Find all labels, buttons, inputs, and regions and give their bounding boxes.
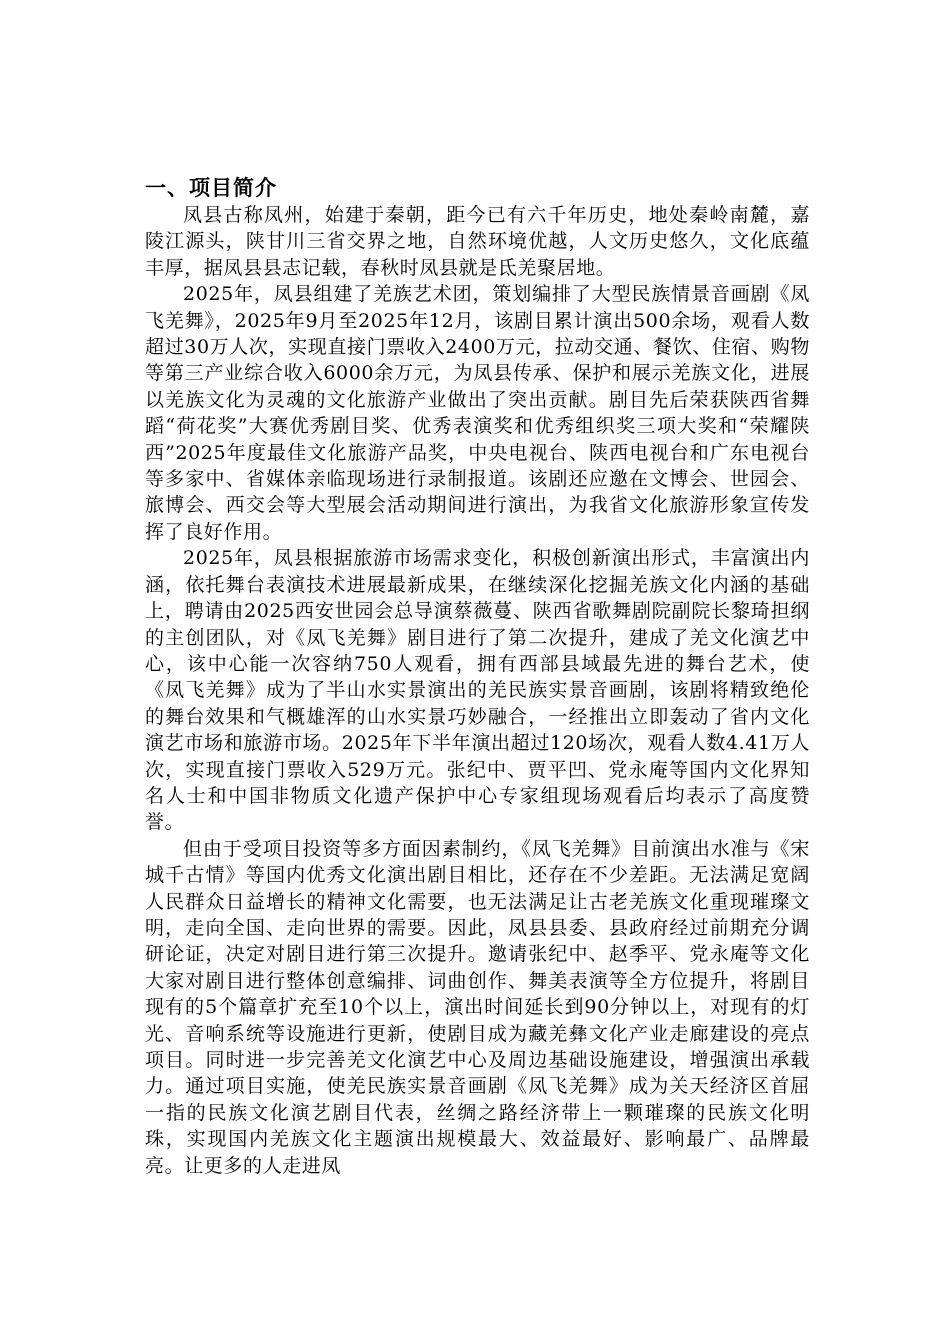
paragraph-third-upgrade: 但由于受项目投资等多方面因素制约，《凤飞羌舞》目前演出水准与《宋城千古情》等国内优秀文化演出剧目相比，还存在不少差距。无法满足宽阔人民群众日益增长的精神文化需要，也无法满足让古老羌族文化重现璀璨文明，走向全国、走向世界的需要。因此，凤县县委、县政府经过前期充分调研论证，决定对剧目进行第三次提升。邀请张纪中、赵季平、党永庵等文化大家对剧目进行整体创意编排、词曲创作、舞美表演等全方位提升，将剧目现有的5个篇章扩充至10个以上，演出时间延长到90分钟以上，对现有的灯光、音响系统等设施进行更新，使剧目成为藏羌彝文化产业走廊建设的亮点项目。同时进一步完善羌文化演艺中心及周边基础设施建设，增强演出承载力。通过项目实施，使羌民族实景音画剧《凤飞羌舞》成为关天经济区首屈一指的民族文化演艺剧目代表，丝绸之路经济带上一颗璀璨的民族文化明珠，实现国内羌族文化主题演出规模最大、效益最好、影响最广、品牌最亮。让更多的人走进凤: [145, 837, 810, 1177]
paragraph-second-upgrade: 2025年，凤县根据旅游市场需求变化，积极创新演出形式，丰富演出内涵，依托舞台表演技术进展最新成果，在继续深化挖掘羌族文化内涵的基础上，聘请由2025西安世园会总导演蔡薇蔓、陕西省歌舞剧院副院长黎琦担纲的主创团队，对《凤飞羌舞》剧目进行了第二次提升，建成了羌文化演艺中心，该中心能一次容纳750人观看，拥有西部县域最先进的舞台艺术，使《凤飞羌舞》成为了半山水实景演出的羌民族实景音画剧，该剧将精致绝伦的舞台效果和气概雄浑的山水实景巧妙融合，一经推出立即轰动了省内文化演艺市场和旅游市场。2025年下半年演出超过120场次，观看人数4.41万人次，实现直接门票收入529万元。张纪中、贾平凹、党永庵等国内文化界知名人士和中国非物质文化遗产保护中心专家组现场观看后均表示了高度赞誉。: [145, 547, 810, 834]
section-title: 一、项目简介: [145, 176, 277, 200]
document-page: [145, 174, 810, 1179]
paragraph-history: 凤县古称凤州，始建于秦朝，距今已有六千年历史，地处秦岭南麓，嘉陵江源头，陕甘川三省交界之地，自然环境优越，人文历史悠久，文化底蕴丰厚，据凤县县志记载，春秋时凤县就是氐羌聚居地。: [145, 204, 810, 279]
paragraph-troupe-founding: 2025年，凤县组建了羌族艺术团，策划编排了大型民族情景音画剧《凤飞羌舞》，2025年9月至2025年12月，该剧目累计演出500余场，观看人数超过30万人次，实现直接门票收入2400万元，拉动交通、餐饮、住宿、购物等第三产业综合收入6000余万元，为凤县传承、保护和展示羌族文化，进展以羌族文化为灵魂的文化旅游产业做出了突出贡献。剧目先后荣获陕西省舞蹈“荷花奖”大赛优秀剧目奖、优秀表演奖和优秀组织奖三项大奖和“荣耀陕西”2025年度最佳文化旅游产品奖，中央电视台、陕西电视台和广东电视台等多家中、省媒体亲临现场进行录制报道。该剧还应邀在文博会、世园会、旅博会、西交会等大型展会活动期间进行演出，为我省文化旅游形象宣传发挥了良好作用。: [145, 283, 810, 543]
